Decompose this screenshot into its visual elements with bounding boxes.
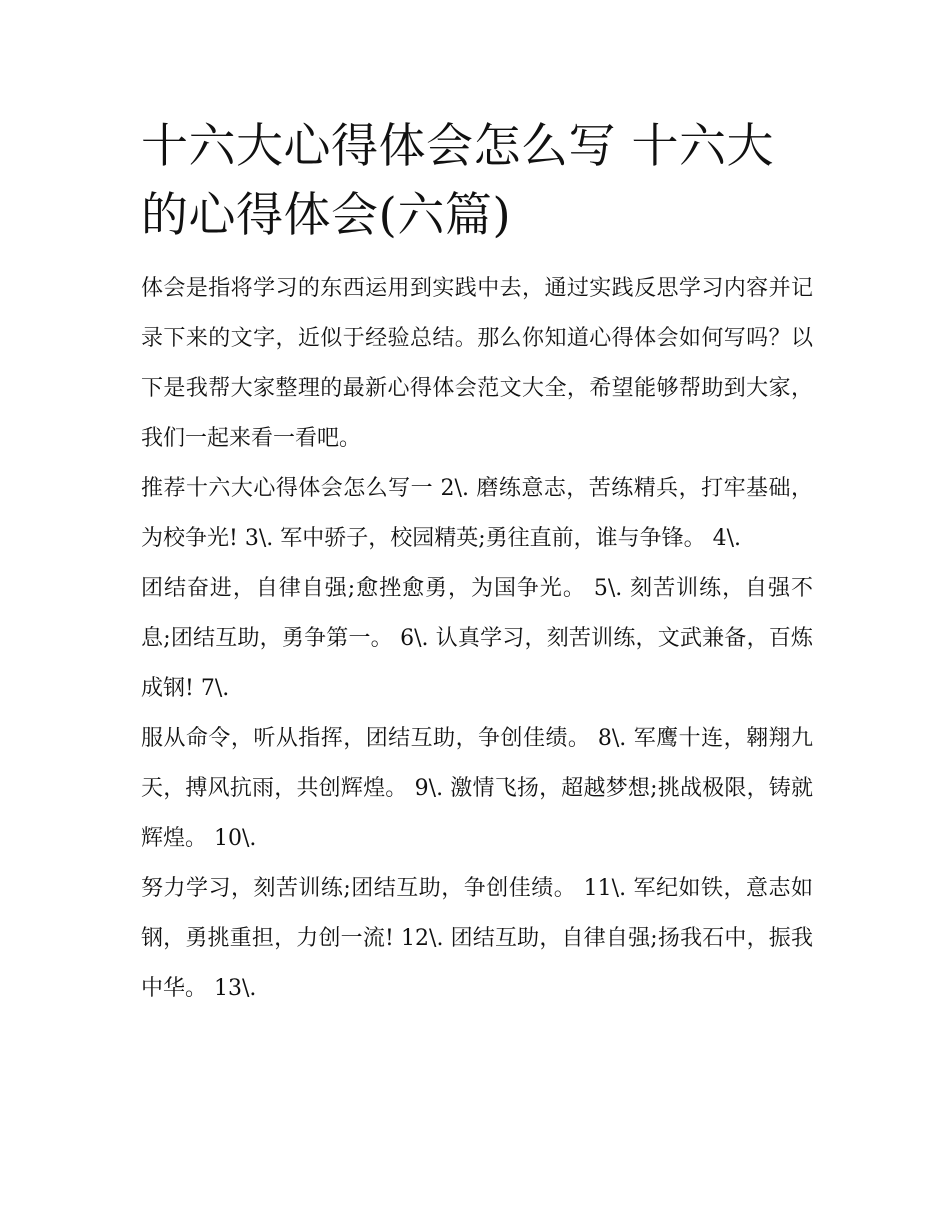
body-paragraph: 推荐十六大心得体会怎么写一 2\. 磨练意志，苦练精兵，打牢基础，为校争光! 3\. 军中骄子，校园精英;勇往直前，谁与争锋。 4\. xyxy=(141,476,813,551)
body-paragraph: 努力学习，刻苦训练;团结互助，争创佳绩。 11\. 军纪如铁，意志如钢，勇挑重担，力创一流! 12\. 团结互助，自律自强;扬我石中，振我中华。 13\. xyxy=(141,876,813,1001)
body-paragraph: 服从命令，听从指挥，团结互助，争创佳绩。 8\. 军鹰十连，翱翔九天，搏风抗雨，共创辉煌。 9\. 激情飞扬，超越梦想;挑战极限，铸就辉煌。 10\. xyxy=(141,726,813,851)
intro-paragraph: 体会是指将学习的东西运用到实践中去，通过实践反思学习内容并记录下来的文字，近似于经验总结。那么你知道心得体会如何写吗？以下是我帮大家整理的最新心得体会范文大全，希望能够帮助到大家，我们一起来看一看吧。 xyxy=(141,276,813,451)
document-body xyxy=(141,112,813,1014)
document-title: 十六大心得体会怎么写 十六大的心得体会(六篇) xyxy=(141,119,774,243)
body-paragraph: 团结奋进，自律自强;愈挫愈勇，为国争光。 5\. 刻苦训练，自强不息;团结互助，勇争第一。 6\. 认真学习，刻苦训练，文武兼备，百炼成钢! 7\. xyxy=(141,576,813,701)
